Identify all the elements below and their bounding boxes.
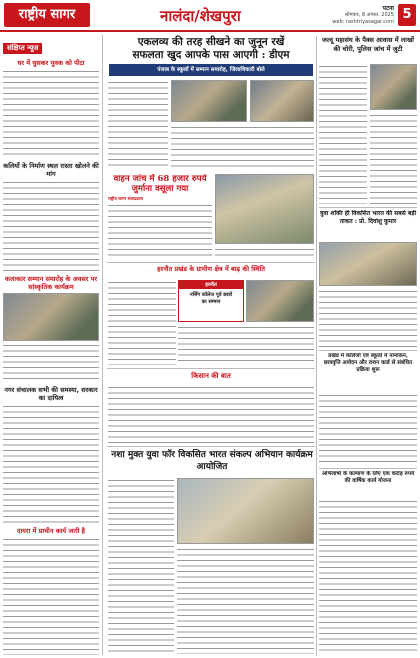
brief-body-text	[3, 343, 99, 383]
divider	[319, 350, 417, 351]
divider	[107, 262, 315, 263]
divider	[319, 468, 417, 469]
story-body	[319, 499, 417, 654]
story-photo	[370, 64, 417, 110]
story-youth-power	[319, 210, 417, 240]
brief-body-text	[3, 404, 99, 524]
highlight-box	[178, 280, 244, 322]
story-body	[108, 203, 212, 259]
brief-body-text	[3, 69, 99, 159]
story-body	[108, 478, 174, 654]
website: web: rashtriyasagar.com	[332, 19, 394, 25]
column-divider	[316, 36, 317, 656]
box-line: नर्सिंग कॉलेज पूर्व छात्रों	[189, 292, 233, 298]
story-byline: राष्ट्रीय सागर संवाददाता	[108, 196, 143, 201]
story-vehicle-fine	[108, 174, 212, 259]
story-headline: प्रखंड में कॉलेजों एवं स्कूलों में नामांकन, छात्रवृत्ति आवेदन और राशन कार्ड से संबंधित प्रक्रिया शुरू	[323, 353, 413, 373]
story-body	[108, 385, 314, 443]
story-drug-free	[108, 449, 316, 475]
page-number: 5	[398, 4, 416, 26]
story-photo	[246, 280, 314, 322]
story-body	[108, 280, 176, 365]
story-photo	[215, 174, 314, 244]
main-story-photo	[250, 80, 314, 122]
brief-body-text	[3, 180, 99, 272]
box-tag: हरनौत	[179, 281, 243, 289]
story-body	[319, 393, 417, 465]
story-headline: जल्दू महासंघ के पैक्स आवास में लाखों की चोरी, पुलिस जांच में जुटी	[322, 36, 414, 53]
story-photo	[319, 242, 417, 286]
brief-headline: नगर संचालक सभी की समस्या, सरकार का दायित्व	[4, 386, 98, 402]
divider	[107, 368, 315, 369]
brief-body-text	[3, 537, 99, 655]
story-theft	[319, 36, 417, 62]
brief-headline: घर में घुसकर युवक को पीटा	[17, 59, 85, 67]
story-body	[215, 247, 314, 259]
story-welfare-plan	[319, 471, 417, 497]
news-photo	[3, 293, 99, 341]
story-photo	[177, 478, 314, 544]
left-news-column	[3, 35, 103, 655]
main-headline	[107, 36, 315, 62]
brief-headline: कलाकार सम्मान समारोह के अवसर पर सांस्कृतिक कार्यक्रम	[5, 275, 97, 291]
edition-city: पटना	[382, 5, 394, 12]
story-flood	[108, 265, 314, 279]
story-headline: नशा मुक्त युवा फॉर विकसित भारत संकल्प अभियान कार्यक्रम आयोजित	[111, 450, 313, 472]
story-body	[370, 113, 417, 204]
divider	[319, 207, 417, 208]
main-story-body	[171, 125, 314, 170]
story-body	[319, 289, 417, 347]
newspaper-logo: राष्ट्रीय सागर	[4, 3, 90, 27]
edition-date: सोमवार, 8 अगस्त, 2025	[344, 12, 394, 18]
story-headline: हरनौत प्रखंड के ग्रामीण क्षेत्र में बाढ़ की स्थिति	[157, 265, 265, 273]
main-story-photo	[171, 80, 247, 122]
edition-info	[320, 5, 394, 26]
divider	[107, 446, 315, 447]
brief-headline: कलियों के निर्माण स्थल रास्ता खोलने की मांग	[3, 162, 99, 178]
story-headline: अभिलाषों के कल्याण के लिए एक करोड़ रुपये की वार्षिक कार्य योजना	[321, 471, 415, 484]
story-body	[319, 64, 367, 204]
column-tag: संक्षिप्त न्यूज	[3, 43, 42, 54]
main-headline-line1: एकलव्य की तरह सीखने का जुनून रखें	[137, 36, 285, 48]
main-story-body	[108, 80, 168, 170]
story-body	[177, 547, 314, 654]
story-headline: किसान की बात	[191, 371, 231, 380]
section-title: नालंदा/शेखपुरा	[160, 7, 241, 25]
story-body	[178, 325, 314, 365]
main-headline-line2: सफलता खुद आपके पास आएगी : डीएम	[132, 49, 290, 61]
story-headline: वाहन जांच में 68 हजार रुपये जुर्माना वसूला गया	[113, 174, 207, 194]
story-farmer	[108, 371, 314, 383]
story-admission	[319, 353, 417, 391]
main-story-banner: पंजाब के स्कूलों में सम्मान समारोह, जिलाधिकारी बोले	[109, 64, 313, 76]
brief-headline: दायरा में प्राचीन कार्य जारी है	[17, 527, 85, 535]
box-line: का सम्मान	[201, 299, 221, 305]
story-headline: युवा शक्ति ही विकसित भारत की सबसे बड़ी ताकत : प्रो. दिवांशु कुमार	[319, 210, 417, 225]
masthead-rule	[0, 30, 420, 32]
masthead	[0, 0, 420, 32]
